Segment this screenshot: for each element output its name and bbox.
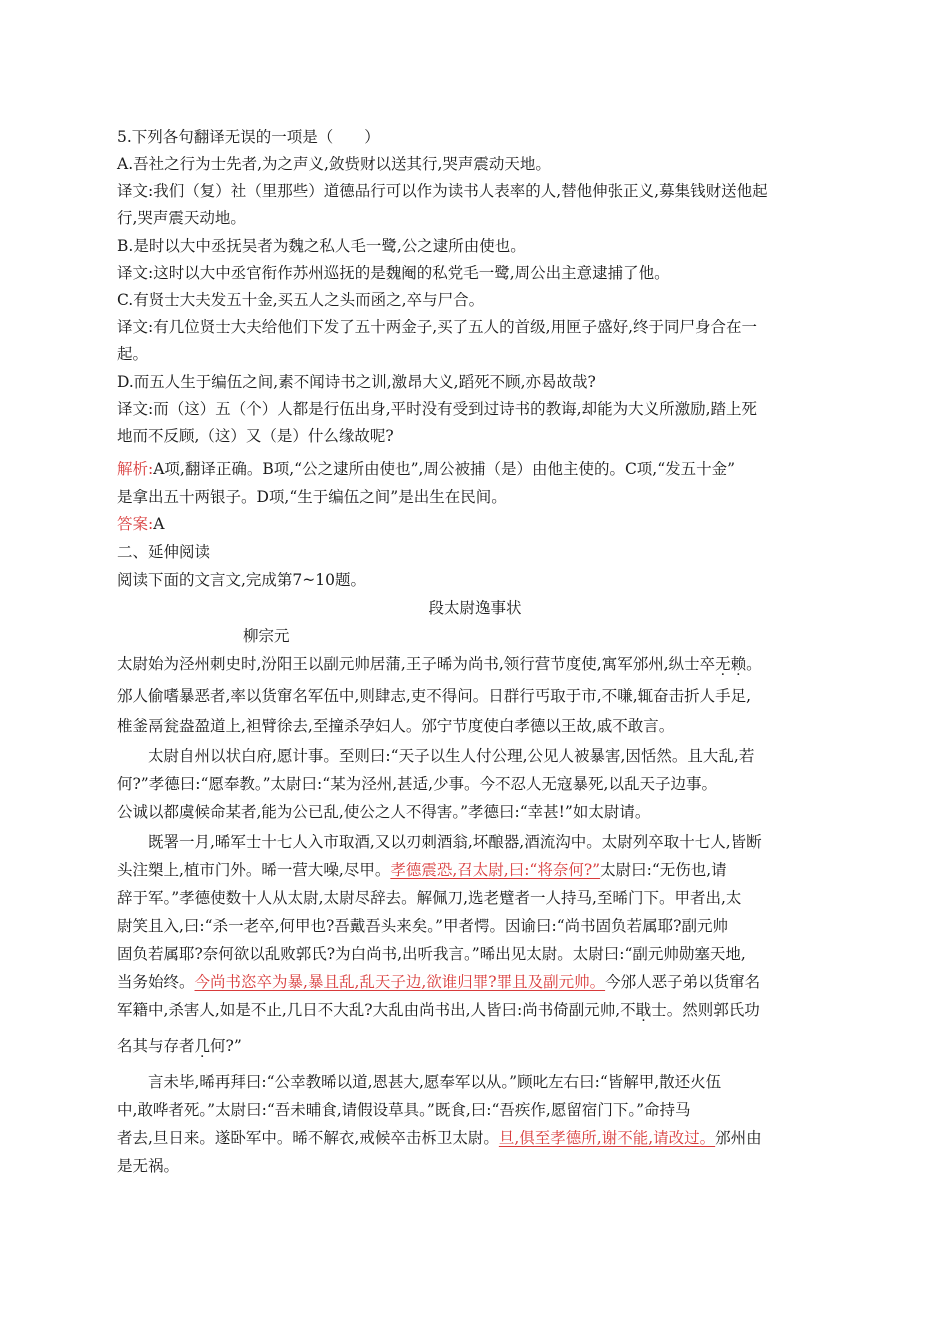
passage-line: 公诚以都虞候命某者,能为公已乱,使公之人不得害。”孝德曰:“幸甚!”如太尉请。 [117, 803, 651, 821]
passage-line [117, 971, 760, 993]
option-c-translation: 译文:有几位贤士大夫给他们下发了五十两金子,买了五人的首级,用匣子盛好,终于同尸身合在一 [117, 318, 758, 336]
answer-value: A [153, 515, 165, 533]
question-5-stem: 5.下列各句翻译无误的一项是（ ） [117, 128, 380, 146]
passage-text: 名其与存者 [117, 1037, 195, 1055]
analysis-cont: 是拿出五十两银子。D项,“生于编伍之间”是出生在民间。 [117, 488, 507, 506]
emphasis-char: 戢 [635, 1001, 652, 1019]
underlined-sentence: 孝德震恐,召太尉,曰:“将奈何?” [390, 861, 601, 879]
passage-text: 今邠人恶子弟以货窜名 [605, 973, 761, 991]
passage-line [117, 653, 762, 675]
option-c: C.有贤士大夫发五十金,买五人之头而函之,卒与尸合。 [117, 291, 485, 309]
passage-text: 军籍中,杀害人,如是不止,几日不大乱?大乱由尚书出,人皆曰:尚书倚副元帅,不 [117, 1001, 636, 1019]
passage-text: 邠州由 [715, 1129, 762, 1147]
passage-title: 段太尉逸事状 [428, 599, 522, 617]
passage-line: 固负若属耶?奈何欲以乱败郭氏?为白尚书,出听我言。”晞出见太尉。太尉曰:“副元帅勋塞天地, [117, 945, 746, 963]
passage-text: 。 [746, 655, 762, 673]
passage-line: 何?”孝德曰:“愿奉教。”太尉曰:“某为泾州,甚适,少事。今不忍人无寇暴死,以乱天子边事。 [117, 775, 717, 793]
passage-text: 太尉始为泾州刺史时,汾阳王以副元帅居蒲,王子晞为尚书,领行营节度使,寓军邠州,纵士卒 [117, 655, 716, 673]
passage-line [117, 999, 760, 1021]
emphasis-char: 几 [194, 1037, 211, 1055]
passage-line [117, 1035, 242, 1057]
passage-author: 柳宗元 [243, 627, 290, 645]
section-heading: 二、延伸阅读 [117, 543, 211, 561]
underlined-sentence: 今尚书恣卒为暴,暴且乱,乱天子边,欲谁归罪?罪且及副元帅。 [194, 973, 606, 991]
passage-line: 尉笑且入,曰:“杀一老卒,何甲也?吾戴吾头来矣。”甲者愕。因谕曰:“尚书固负若属耶?副元帅 [117, 917, 728, 935]
option-d-translation: 译文:而（这）五（个）人都是行伍出身,平时没有受到过诗书的教诲,却能为大义所激励,踏上死 [117, 400, 758, 418]
option-b: B.是时以大中丞抚吴者为魏之私人毛一鹭,公之逮所由使也。 [117, 237, 526, 255]
underlined-sentence: 旦,俱至孝德所,谢不能,请改过。 [498, 1129, 716, 1147]
analysis-text: A项,翻译正确。B项,“公之逮所由使也”,周公被捕（是）由他主使的。C项,“发五十金” [153, 460, 736, 478]
passage-line [117, 859, 727, 881]
option-a-translation: 译文:我们（复）社（里那些）道德品行可以作为读书人表率的人,替他伸张正义,募集钱财送他起 [117, 182, 768, 200]
section-instruction: 阅读下面的文言文,完成第7~10题。 [117, 571, 367, 589]
emphasis-char: 无 [715, 655, 731, 673]
option-b-translation: 译文:这时以大中丞官衔作苏州巡抚的是魏阉的私党毛一鹭,周公出主意逮捕了他。 [117, 264, 670, 282]
passage-text: 何?” [210, 1037, 242, 1055]
analysis-label: 解析: [117, 460, 154, 478]
passage-text: 太尉曰:“无伤也,请 [600, 861, 727, 879]
analysis [117, 458, 735, 480]
passage-line [117, 1127, 762, 1149]
answer [117, 513, 164, 535]
passage-line: 是无祸。 [117, 1157, 180, 1175]
passage-line: 邠人偷嗜暴恶者,率以货窜名军伍中,则肆志,吏不得问。日群行丐取于市,不嗛,辄奋击折人手足, [117, 687, 752, 705]
passage-text: 者去,旦日来。遂卧军中。晞不解衣,戒候卒击柝卫太尉。 [117, 1129, 499, 1147]
passage-text: 当务始终。 [117, 973, 195, 991]
passage-text: 士。然则郭氏功 [651, 1001, 760, 1019]
option-c-translation-cont: 起。 [117, 345, 149, 363]
option-d: D.而五人生于编伍之间,素不闻诗书之训,激昂大义,蹈死不顾,亦曷故哉? [117, 373, 596, 391]
passage-line: 太尉自州以状白府,愿计事。至则曰:“天子以生人付公理,公见人被暴害,因恬然。且大乱,若 [117, 747, 755, 765]
passage-line: 椎釜鬲瓮盎盈道上,袒臂徐去,至撞杀孕妇人。邠宁节度使白孝德以王故,戚不敢言。 [117, 717, 675, 735]
option-d-translation-cont: 地而不反顾,（这）又（是）什么缘故呢? [117, 427, 394, 445]
passage-text: 头注槊上,植市门外。晞一营大噪,尽甲。 [117, 861, 391, 879]
passage-line: 言未毕,晞再拜曰:“公幸教晞以道,恩甚大,愿奉军以从。”顾叱左右曰:“皆解甲,散还火伍 [117, 1073, 722, 1091]
emphasis-char: 赖 [730, 655, 747, 673]
passage-line: 既署一月,晞军士十七人入市取酒,又以刃刺酒翁,坏酿器,酒流沟中。太尉列卒取十七人,皆断 [117, 833, 762, 851]
passage-line: 中,敢哗者死。”太尉曰:“吾未晡食,请假设草具。”既食,曰:“吾疾作,愿留宿门下。”命持马 [117, 1101, 691, 1119]
option-a-translation-cont: 行,哭声震天动地。 [117, 209, 246, 227]
answer-label: 答案: [117, 515, 154, 533]
option-a: A.吾社之行为士先者,为之声义,敛赀财以送其行,哭声震动天地。 [117, 155, 551, 173]
passage-line: 辞于军。”孝德使数十人从太尉,太尉尽辞去。解佩刀,选老躄者一人持马,至晞门下。甲者出,太 [117, 889, 742, 907]
